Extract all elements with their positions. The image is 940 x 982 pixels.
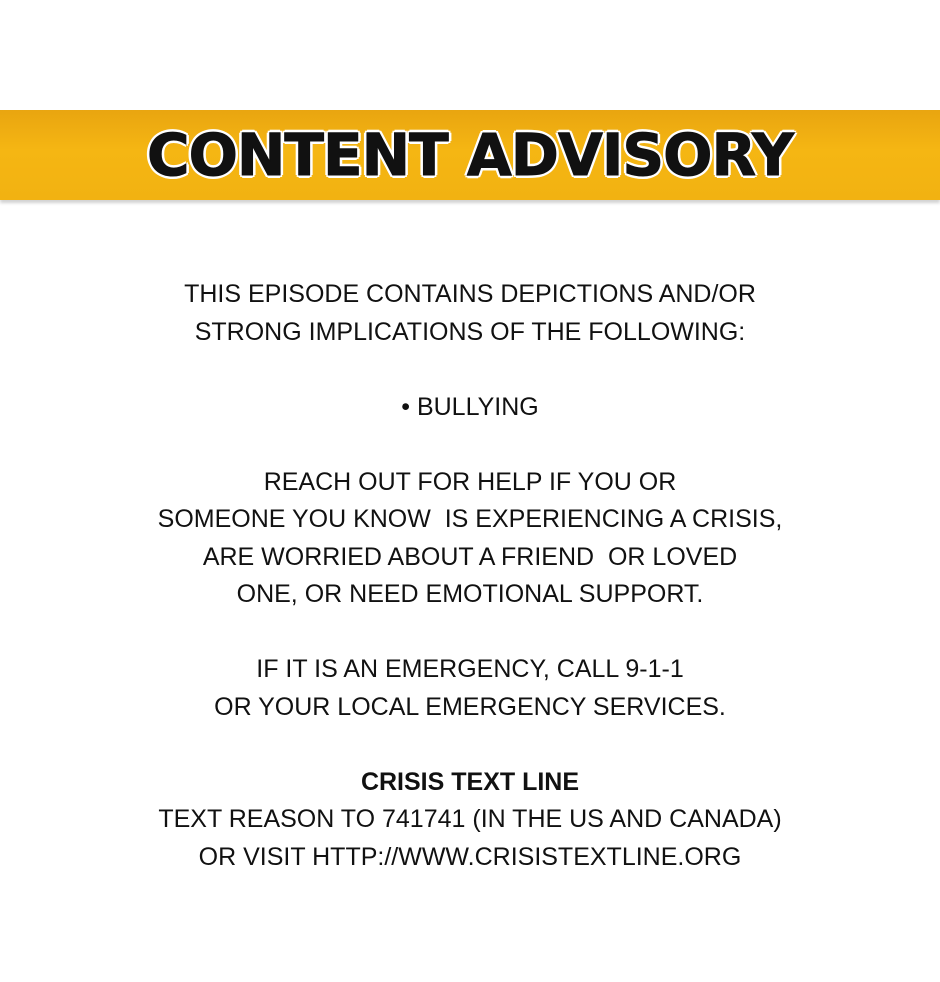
help-line: ONE, OR NEED EMOTIONAL SUPPORT.	[236, 580, 704, 608]
banner-title: CONTENT ADVISORY	[147, 121, 793, 189]
crisis-line: TEXT REASON TO 741741 (IN THE US AND CANADA)	[158, 805, 782, 833]
crisis-line: OR VISIT HTTP://WWW.CRISISTEXTLINE.ORG	[198, 842, 742, 871]
emergency-line: IF IT IS AN EMERGENCY, CALL 9-1-1	[256, 655, 684, 683]
crisis-heading: CRISIS TEXT LINE	[360, 767, 580, 796]
spacer	[0, 726, 940, 764]
advisory-banner	[0, 110, 940, 200]
help-line: ARE WORRIED ABOUT A FRIEND OR LOVED	[202, 542, 738, 571]
help-line: REACH OUT FOR HELP IF YOU OR	[263, 467, 677, 496]
intro-line: THIS EPISODE CONTAINS DEPICTIONS AND/OR	[184, 280, 756, 308]
spacer	[0, 426, 940, 464]
spacer	[0, 614, 940, 652]
topic-item: • BULLYING	[401, 392, 539, 421]
emergency-line: OR YOUR LOCAL EMERGENCY SERVICES.	[214, 692, 726, 721]
intro-line: STRONG IMPLICATIONS OF THE FOLLOWING:	[194, 317, 746, 346]
advisory-content	[0, 276, 940, 876]
spacer	[0, 351, 940, 389]
help-line: SOMEONE YOU KNOW IS EXPERIENCING A CRISIS,	[157, 505, 783, 533]
